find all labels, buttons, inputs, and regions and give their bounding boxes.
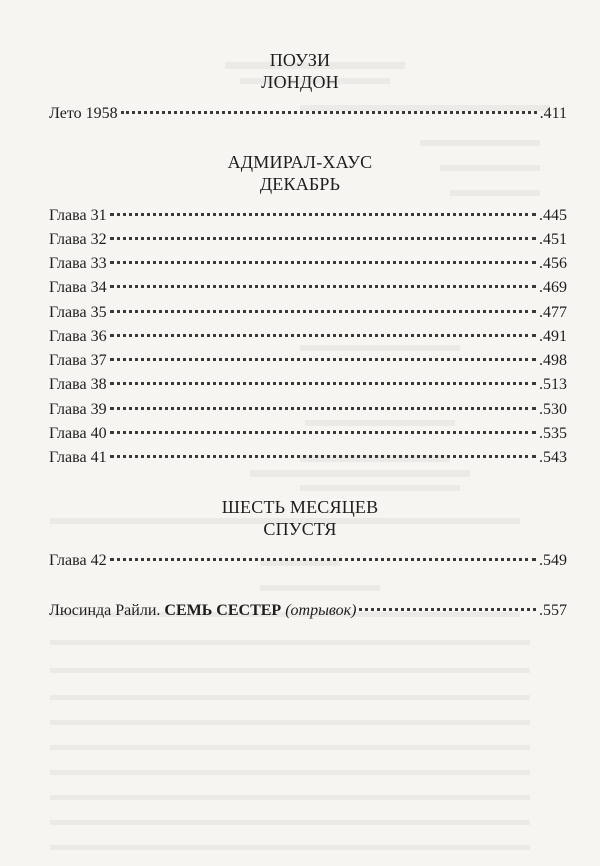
toc-entry[interactable] (49, 327, 567, 347)
dot-leader (359, 607, 536, 611)
toc-entry[interactable] (49, 230, 567, 250)
dot-leader (110, 381, 536, 385)
dot-leader (110, 333, 536, 337)
dot-leader (110, 236, 536, 240)
entry-label: Глава 42 (49, 552, 107, 569)
toc-entry[interactable] (49, 254, 567, 274)
toc-entry[interactable] (49, 551, 567, 571)
dot-leader (110, 212, 536, 216)
dot-leader (110, 454, 536, 458)
entry-page: .535 (539, 425, 567, 442)
section-heading-line: ДЕКАБРЬ (259, 174, 341, 194)
toc-entry-excerpt[interactable] (49, 601, 567, 621)
entry-label: Глава 39 (49, 401, 107, 418)
entry-label: Глава 32 (49, 231, 107, 248)
toc-entry[interactable] (49, 303, 567, 323)
entry-page: .513 (539, 376, 567, 393)
entry-page: .491 (539, 328, 567, 345)
entry-page: .456 (539, 255, 567, 272)
excerpt-author: Люсинда Райли. (49, 602, 161, 619)
entry-label: Глава 35 (49, 304, 107, 321)
entry-label: Глава 40 (49, 425, 107, 442)
entry-label: Глава 33 (49, 255, 107, 272)
dot-leader (110, 357, 536, 361)
section-heading-line: АДМИРАЛ-ХАУС (227, 152, 373, 172)
dot-leader (121, 110, 537, 114)
entry-page: .477 (539, 304, 567, 321)
entry-label: Глава 37 (49, 352, 107, 369)
excerpt-note: (отрывок) (285, 602, 357, 619)
entry-label: Глава 34 (49, 279, 107, 296)
dot-leader (110, 260, 536, 264)
section-heading-line: ПОУЗИ (269, 50, 331, 70)
entry-page: .469 (539, 279, 567, 296)
section-heading-line: СПУСТЯ (263, 519, 337, 539)
entry-label: Глава 31 (49, 207, 107, 224)
entry-page: .549 (539, 552, 567, 569)
dot-leader (110, 406, 536, 410)
toc-entry[interactable] (49, 104, 567, 124)
dot-leader (110, 309, 536, 313)
entry-page: .498 (539, 352, 567, 369)
toc-entry[interactable] (49, 278, 567, 298)
section-heading-line: ЛОНДОН (261, 72, 339, 92)
toc-entry[interactable] (49, 424, 567, 444)
toc-entry[interactable] (49, 448, 567, 468)
entry-page: .543 (539, 449, 567, 466)
dot-leader (110, 430, 536, 434)
entry-label: Глава 41 (49, 449, 107, 466)
toc-entry[interactable] (49, 375, 567, 395)
dot-leader (110, 557, 536, 561)
entry-page: .451 (539, 231, 567, 248)
dot-leader (110, 284, 536, 288)
entry-label: Глава 38 (49, 376, 107, 393)
entry-page: .445 (539, 207, 567, 224)
section-heading-line: ШЕСТЬ МЕСЯЦЕВ (221, 497, 379, 517)
entry-label: Глава 36 (49, 328, 107, 345)
entry-label: Лето 1958 (49, 105, 118, 122)
excerpt-label (49, 601, 356, 621)
entry-page: .411 (539, 105, 567, 122)
toc-entry[interactable] (49, 206, 567, 226)
toc-entry[interactable] (49, 400, 567, 420)
excerpt-title: СЕМЬ СЕСТЕР (164, 602, 282, 619)
entry-page: .530 (539, 401, 567, 418)
toc-entry[interactable] (49, 351, 567, 371)
excerpt-page: .557 (539, 602, 567, 619)
